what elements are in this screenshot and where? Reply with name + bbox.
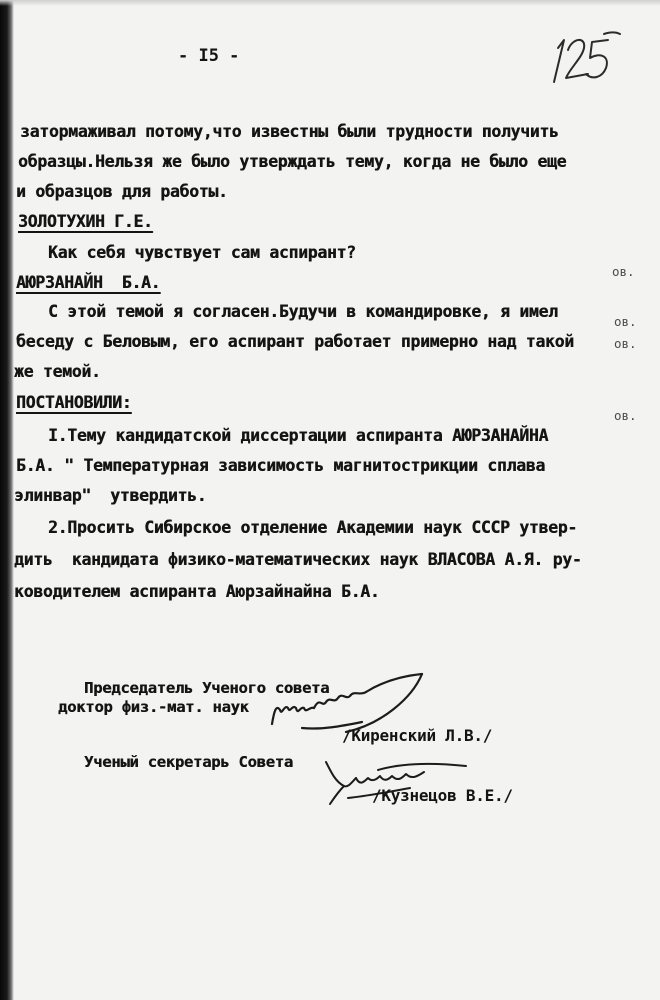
text-line: С этой темой я согласен.Будучи в командировке, я имел bbox=[48, 302, 558, 321]
text-line: затормаживал потому,что известны были трудности получить bbox=[20, 122, 559, 141]
margin-note: ов. bbox=[614, 408, 637, 423]
secretary-title: Ученый секретарь Совета bbox=[84, 753, 293, 771]
handwritten-sheet-number bbox=[548, 20, 628, 90]
scan-border-top bbox=[0, 0, 660, 6]
scan-border bbox=[0, 0, 14, 1000]
chair-name: /Киренский Л.В./ bbox=[342, 726, 493, 745]
text-line: беседу с Беловым, его аспирант работает примерно над такой bbox=[16, 332, 574, 351]
text-line: образцы.Нельзя же было утверждать тему, когда не было еще bbox=[18, 152, 567, 171]
text-line: Б.А. " Температурная зависимость магнитострикции сплава bbox=[16, 456, 545, 475]
margin-note: ов. bbox=[612, 264, 635, 279]
margin-note: ов. bbox=[614, 336, 637, 351]
text-line: ководителем аспиранта Аюрзайнайна Б.А. bbox=[14, 582, 380, 601]
resolved-heading: ПОСТАНОВИЛИ: bbox=[16, 393, 132, 412]
text-line: дить кандидата физико-математических наук ВЛАСОВА А.Я. ру- bbox=[14, 550, 582, 569]
text-line: Как себя чувствует сам аспирант? bbox=[48, 243, 356, 262]
chair-title: Председатель Ученого совета bbox=[84, 679, 330, 697]
chair-title: доктор физ.-мат. наук bbox=[58, 698, 249, 716]
text-line: же темой. bbox=[14, 362, 101, 381]
speaker-name: ЗОЛОТУХИН Г.Е. bbox=[18, 212, 153, 231]
speaker-name: АЮРЗАНАЙН Б.А. bbox=[16, 273, 161, 292]
margin-note: ов. bbox=[614, 314, 637, 329]
text-line: 2.Просить Сибирское отделение Академии наук СССР утвер- bbox=[48, 518, 577, 537]
text-line: элинвар" утвердить. bbox=[14, 486, 207, 505]
text-line: и образцов для работы. bbox=[16, 182, 228, 201]
page-number: - I5 - bbox=[178, 46, 240, 66]
secretary-name: /Кузнецов В.Е./ bbox=[372, 786, 513, 805]
text-line: I.Тему кандидатской диссертации аспиранта АЮРЗАНАЙНА bbox=[48, 426, 549, 445]
